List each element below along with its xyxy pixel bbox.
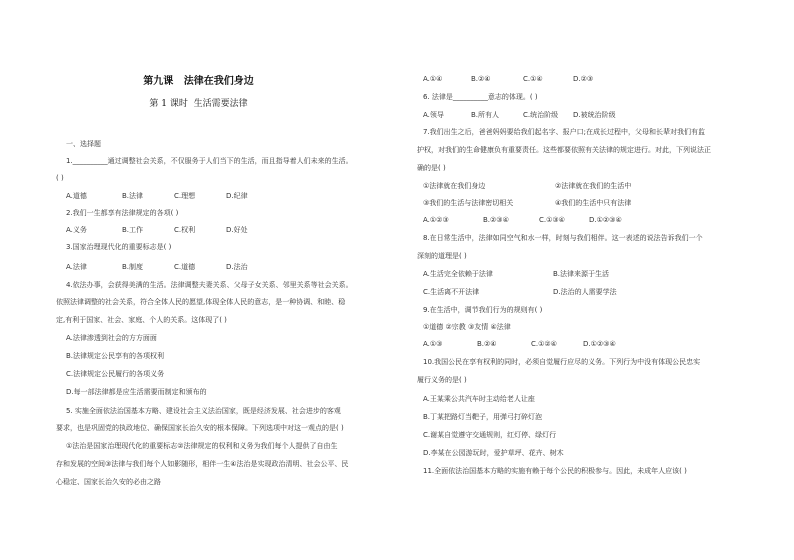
q1-stem-line1: 1.__________通过调整社会关系，不仅服务于人们当下的生活，而且指导着人们未来的生活。	[66, 157, 353, 165]
q5-option-b: B.②④	[471, 75, 491, 83]
q9-option-c: C.①②④	[531, 340, 557, 348]
q7-choice-2: ②法律就在我们的生活中	[555, 182, 632, 190]
q8-option-c: C.生活离不开法律	[423, 288, 480, 296]
q5-option-c: C.①④	[523, 75, 543, 83]
q10-option-a: A.王某乘公共汽车时主动给老人让座	[423, 395, 535, 403]
q10-stem-line1: 10.我国公民在享有权利的同时，必须自觉履行应尽的义务。下列行为中没有体现公民忠实	[423, 358, 701, 366]
section-heading: 一、选择题	[66, 140, 101, 148]
q8-stem-line2: 深刻的道理是( )	[417, 252, 467, 260]
q8-option-b: B.法律来源于生活	[553, 270, 610, 278]
q5-stem-line1: 5. 实施全面依法治国基本方略、建设社会主义法治国家，既是经济发展、社会进步的客观	[66, 407, 341, 415]
q7-stem-line3: 确的是( )	[417, 164, 446, 172]
q7-choice-4: ④我们的生活中只有法律	[555, 199, 632, 207]
q4-option-a: A.法律渗透到社会的方方面面	[66, 334, 157, 342]
lesson-subtitle: 第 1 课时 生活需要法律	[149, 99, 248, 109]
q9-option-b: B.②④	[477, 340, 497, 348]
q3-option-d: D.法治	[226, 263, 248, 271]
q1-option-c: C.理想	[174, 192, 196, 200]
q7-option-c: C.①③④	[539, 216, 565, 224]
q5-option-d: D.②③	[573, 75, 594, 83]
q6-option-a: A.领导	[423, 111, 444, 119]
q7-choice-3: ③我们的生活与法律密切相关	[423, 199, 514, 207]
q1-option-b: B.法律	[122, 192, 144, 200]
q7-stem-line1: 7.我们出生之后，爸爸妈妈要给我们起名字、报户口;在成长过程中，父母和长辈对我们有监	[423, 128, 706, 136]
q9-stem: 9.在生活中，调节我们行为的规则有( )	[423, 306, 543, 314]
q7-option-d: D.①②③④	[589, 216, 622, 224]
q7-stem-line2: 护权，对我们的生命健康负有重要责任。这些都要依照有关法律的规定进行。对此，下列说法正	[417, 146, 711, 154]
q6-option-b: B.所有人	[471, 111, 500, 119]
q2-option-b: B.工作	[122, 226, 144, 234]
q8-option-d: D.法治的人需要学法	[553, 288, 617, 296]
q5-stem-line5: 心稳定、国家长治久安的必由之路	[56, 478, 161, 486]
lesson-title: 第九课 法律在我们身边	[143, 76, 254, 87]
q4-stem-line2: 依照法律调整的社会关系，符合全体人民的愿望,体现全体人民的意志，是一种协调、和睦、稳	[56, 298, 346, 306]
q2-stem: 2.我们一生都享有法律规定的各项( )	[66, 209, 179, 217]
q6-option-c: C.统治阶级	[523, 111, 559, 119]
q6-option-d: D.被统治阶级	[573, 111, 616, 119]
q4-stem-line1: 4.依法办事，会获得美满的生活。法律调整夫妻关系、父母子女关系、邻里关系等社会关系。	[66, 281, 353, 289]
q5-option-a: A.①④	[423, 75, 443, 83]
q1-stem-line2: ( )	[56, 174, 64, 182]
q9-option-d: D.①②③④	[583, 340, 616, 348]
q3-option-c: C.道德	[174, 263, 196, 271]
q5-stem-line3: ①法治是国家治理现代化的重要标志②法律规定的权利和义务为我们每个人提供了自由生	[66, 442, 338, 450]
q4-option-c: C.法律规定公民履行的各项义务	[66, 370, 165, 378]
q7-choice-1: ①法律就在我们身边	[423, 182, 486, 190]
q10-stem-line2: 履行义务的是( )	[417, 376, 467, 384]
q5-stem-line2: 要求，也是巩固党的执政地位、确保国家长治久安的根本保障。下列选项中对这一观点的是( )	[56, 424, 344, 432]
q8-option-a: A.生活完全依赖于法律	[423, 270, 493, 278]
q1-option-d: D.纪律	[226, 192, 248, 200]
q9-option-a: A.①③	[423, 340, 443, 348]
q6-stem: 6. 法律是__________意志的体现。( )	[423, 93, 538, 101]
q2-option-d: D.好处	[226, 226, 248, 234]
q2-option-c: C.权利	[174, 226, 196, 234]
q10-option-d: D.李某在公园游玩时，爱护草坪、花卉、树木	[423, 449, 564, 457]
q7-option-a: A.①②③	[423, 216, 449, 224]
q3-option-a: A.法律	[66, 263, 87, 271]
q10-option-c: C.谢某自觉遵守交通规则，红灯停、绿灯行	[423, 431, 557, 439]
q4-stem-line3: 定,有利于国家、社会、家庭、个人的关系。这体现了( )	[56, 316, 227, 324]
q3-option-b: B.制度	[122, 263, 144, 271]
q7-option-b: B.②③④	[483, 216, 509, 224]
q9-choices: ①道德 ②宗教 ③友情 ④法律	[423, 323, 511, 331]
q11-stem: 11.全面依法治国基本方略的实施有赖于每个公民的积极参与。因此，未成年人应该( )	[423, 467, 687, 475]
q5-stem-line4: 存和发展的空间③法律与我们每个人如影随形，相伴一生④法治是实现政治清明、社会公平、民	[56, 460, 349, 468]
q4-option-b: B.法律规定公民享有的各项权利	[66, 352, 165, 360]
q1-option-a: A.道德	[66, 192, 87, 200]
q10-option-b: B.丁某把路灯当靶子，用弹弓打碎灯泡	[423, 413, 543, 421]
q2-option-a: A.义务	[66, 226, 87, 234]
q8-stem-line1: 8.在日常生活中，法律如同空气和水一样，时刻与我们相伴。这一表述的说法告诉我们一个	[423, 234, 703, 242]
q4-option-d: D.每一部法律都是应生活需要而制定和颁布的	[66, 388, 207, 396]
q3-stem: 3.国家治理现代化的重要标志是( )	[66, 243, 172, 251]
